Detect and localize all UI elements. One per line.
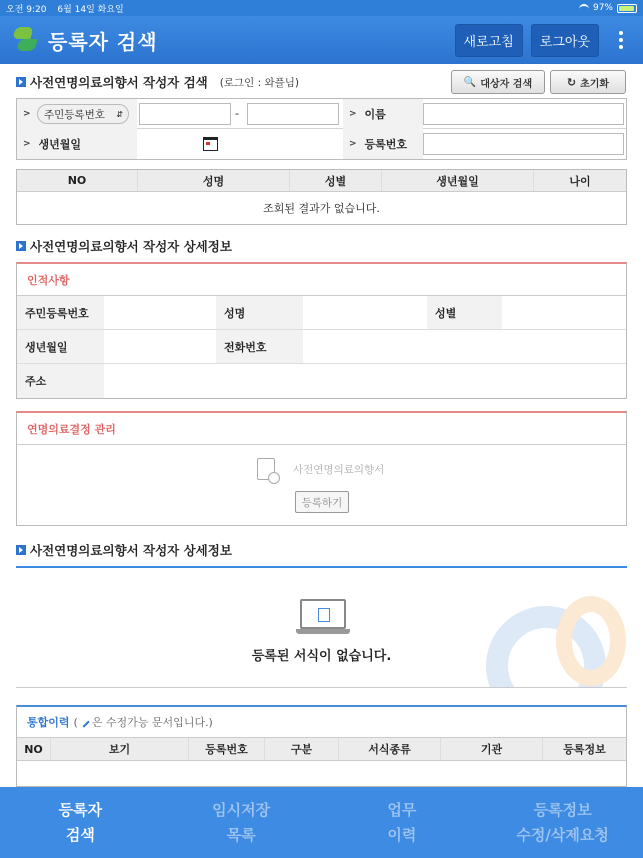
results-header [17,170,626,192]
wifi-icon [579,4,589,12]
no-form-area [16,568,627,688]
phone-label: 전화번호 [216,330,303,363]
birth-value [104,330,216,363]
reset-button[interactable] [550,70,626,94]
history-header [17,737,626,761]
phone-value [303,330,626,363]
col-name: 성명 [138,170,290,191]
status-time: 오전 9:20 [6,4,47,15]
more-menu-icon[interactable] [611,31,631,49]
regno-label: 등록번호 [364,138,408,151]
col-age: 나이 [569,174,591,188]
address-value [104,364,626,398]
no-form-message: 등록된 서식이 없습니다. [251,649,392,664]
search-row-1 [17,99,626,129]
tab-label-line1: 임시저장 [212,800,271,819]
search-icon: 🔍 [463,76,477,88]
hcol-regno: 등록번호 [189,738,265,760]
hcol-reginfo: 등록정보 [563,743,606,756]
document-edit-icon [257,458,275,480]
tab-label-line2: 이력 [387,825,417,844]
login-info: (로그인 : 와플님) [219,76,300,89]
results-table [16,169,627,225]
detail2-title-text: 사전연명의료의향서 작성자 상세정보 [30,543,232,558]
status-right [579,3,637,13]
regno-input[interactable] [423,133,624,155]
history-title: 통합이력 [27,716,70,729]
battery-icon [617,4,637,13]
ssn-back-input[interactable] [247,103,339,125]
tab-label-line1: 등록정보 [533,800,592,819]
app-header [0,16,643,64]
history-title-row [17,707,626,737]
address-label: 주소 [17,364,104,398]
hcol-type: 구분 [265,738,339,760]
name-label-cell [343,99,423,129]
name-value [303,296,427,329]
detail-title-text: 사전연명의료의향서 작성자 상세정보 [30,239,232,254]
search-target-button[interactable] [451,70,545,94]
section-arrow-icon [16,77,26,87]
personal-info-panel [16,262,627,399]
gender-label: 성별 [427,296,502,329]
detail-row-3 [17,364,626,398]
logout-button[interactable]: 로그아웃 [531,24,599,57]
name-input[interactable] [423,103,624,125]
search-target-label: 대상자 검색 [480,78,533,90]
chevron-right-icon: > [23,139,31,149]
ssn-label: 주민등록번호 [17,296,104,329]
calendar-icon[interactable] [203,137,218,151]
col-no: NO [17,170,138,191]
management-title: 연명의료결정 관리 [17,413,626,445]
tab-label-line2: 목록 [226,825,256,844]
search-form [16,98,627,160]
history-panel [16,705,627,787]
chevron-right-icon: > [23,109,31,119]
tab-temp-save-list[interactable] [161,787,322,858]
tab-work-history[interactable] [322,787,483,858]
app-logo-icon [12,27,38,53]
management-body [17,445,626,525]
status-left [6,2,132,15]
tab-edit-delete-request[interactable] [482,787,643,858]
detail-row-1 [17,296,626,330]
hcol-form: 서식종류 [339,738,441,760]
ssn-value [104,296,216,329]
results-empty-message: 조회된 결과가 없습니다. [263,202,380,215]
management-panel [16,411,627,526]
page-title: 등록자 검색 [48,29,158,54]
regno-label-cell [343,129,423,159]
ssn-front-input[interactable] [139,103,231,125]
tab-label-line1: 업무 [387,800,417,819]
personal-info-title: 인적사항 [17,264,626,296]
pencil-icon [78,716,89,727]
name-label: 이름 [364,108,386,121]
watermark-logo-icon-2 [556,596,626,686]
birth-label-cell [17,129,137,159]
status-bar [0,0,643,16]
status-date: 6월 14일 화요일 [57,4,124,15]
detail2-section-title [16,541,232,559]
bottom-tab-bar [0,787,643,858]
search-row-2 [17,129,626,159]
search-section-title [16,73,299,91]
tab-registrant-search[interactable] [0,787,161,858]
tab-label-line1: 등록자 [58,800,103,819]
birth-label: 생년월일 [38,138,82,151]
detail-name-label: 성명 [216,296,303,329]
refresh-button[interactable]: 새로고침 [455,24,523,57]
history-note: 은 수정가능 문서입니다.) [91,716,213,729]
refresh-icon: ↻ [566,75,577,89]
hcol-view: 보기 [51,738,189,760]
battery-percent: 97% [592,3,613,13]
hcol-org: 기관 [441,738,543,760]
reset-label: 초기화 [580,78,610,90]
section-arrow-icon [16,545,26,555]
laptop-icon [296,599,350,635]
header-actions [455,24,631,57]
col-birth: 생년월일 [382,170,534,191]
chevron-updown-icon: ⇵ [116,109,123,119]
register-button[interactable]: 등록하기 [295,491,349,513]
ssn-dash: - [235,107,239,120]
detail-section-title [16,237,232,255]
detail-birth-label: 생년월일 [17,330,104,363]
tab-label-line2: 수정/삭제요청 [516,825,609,844]
hcol-no: NO [17,738,51,760]
management-doc-label: 사전연명의료의향서 [293,464,385,476]
id-type-cell [17,99,137,129]
birth-date-field[interactable] [139,133,247,155]
tab-label-line2: 검색 [65,825,95,844]
id-type-value: 주민등록번호 [44,108,105,121]
section-arrow-icon [16,241,26,251]
id-type-select[interactable] [37,104,129,124]
search-title-text: 사전연명의료의향서 작성자 검색 [30,75,208,90]
detail-row-2 [17,330,626,364]
chevron-right-icon: > [349,109,357,119]
history-note-open: ( [73,715,78,729]
gender-value [502,296,626,329]
chevron-right-icon: > [349,139,357,149]
col-gender: 성별 [290,170,382,191]
